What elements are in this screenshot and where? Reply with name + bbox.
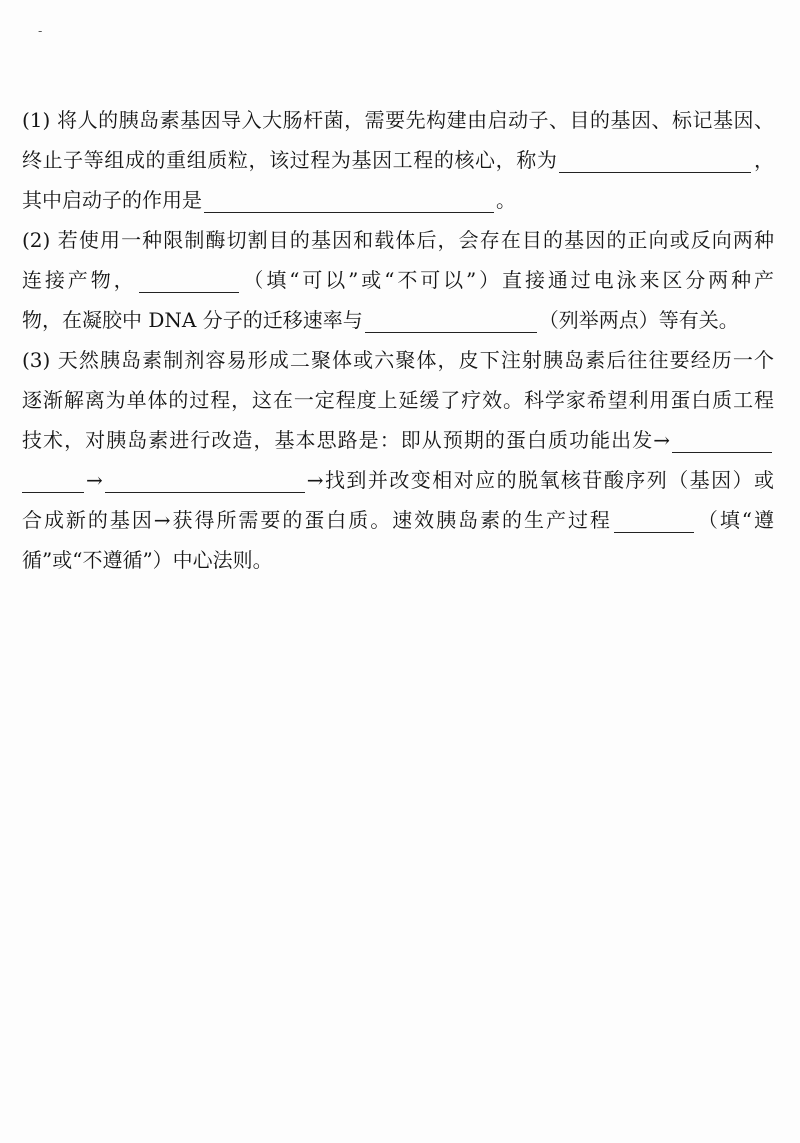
q3-line-3	[22, 420, 774, 460]
q1-line-3	[22, 180, 774, 220]
q2-line-3-text: 物，在凝胶中 DNA 分子的迁移速率与	[22, 308, 363, 332]
q2-line-3	[22, 300, 774, 340]
q3-line-5-text: 合成新的基因→获得所需要的蛋白质。速效胰岛素的生产过程	[22, 508, 612, 532]
q2-line-2-rest: （填“可以”或“不可以”）直接通过电泳来区分两种产	[240, 268, 774, 292]
q3-line-5	[22, 500, 774, 540]
q1-line-2-text: 终止子等组成的重组质粒，该过程为基因工程的核心，称为	[22, 148, 558, 172]
answer-blank-q3-step-1b	[22, 470, 84, 493]
answer-blank-q1-promoter	[204, 190, 494, 213]
answer-blank-q3-central-dogma	[614, 510, 694, 533]
answer-blank-q3-step-2	[105, 470, 305, 493]
q3-line-4	[22, 460, 774, 500]
q2-line-3-rest: （列举两点）等有关。	[538, 308, 739, 332]
q1-line-3-punct: 。	[496, 188, 516, 212]
q2-line-2-text: 连接产物，	[22, 268, 137, 292]
q1-line-3-text: 其中启动子的作用是	[22, 188, 202, 212]
q3-line-3-text: 技术，对胰岛素进行改造，基本思路是：即从预期的蛋白质功能出发→	[22, 428, 670, 452]
answer-blank-q3-step-1a	[672, 430, 772, 453]
answer-blank-q1-term	[559, 150, 751, 173]
q3-line-5-rest: （填“遵	[695, 508, 774, 532]
q3-line-1: (3) 天然胰岛素制剂容易形成二聚体或六聚体，皮下注射胰岛素后往往要经历一个	[22, 348, 774, 372]
q3-line-4-arrow: →	[86, 468, 103, 492]
q1-line-2	[22, 140, 774, 180]
q3-line-4-rest: →找到并改变相对应的脱氧核苷酸序列（基因）或	[306, 468, 774, 492]
q2-line-1: (2) 若使用一种限制酶切割目的基因和载体后，会存在目的基因的正向或反向两种	[22, 228, 774, 252]
q2-line-2	[22, 260, 774, 300]
corner-mark: -	[38, 24, 43, 38]
answer-blank-q2-migration	[365, 310, 537, 333]
question-content	[22, 100, 774, 580]
q1-line-2-punct: ，	[753, 148, 775, 172]
q3-line-6: 循”或“不遵循”）中心法则。	[22, 548, 273, 572]
answer-blank-q2-electrophoresis	[139, 270, 239, 293]
q3-line-2: 逐渐解离为单体的过程，这在一定程度上延缓了疗效。科学家希望利用蛋白质工程	[22, 388, 774, 412]
q1-line-1: (1) 将人的胰岛素基因导入大肠杆菌，需要先构建由启动子、目的基因、标记基因、	[22, 108, 774, 132]
